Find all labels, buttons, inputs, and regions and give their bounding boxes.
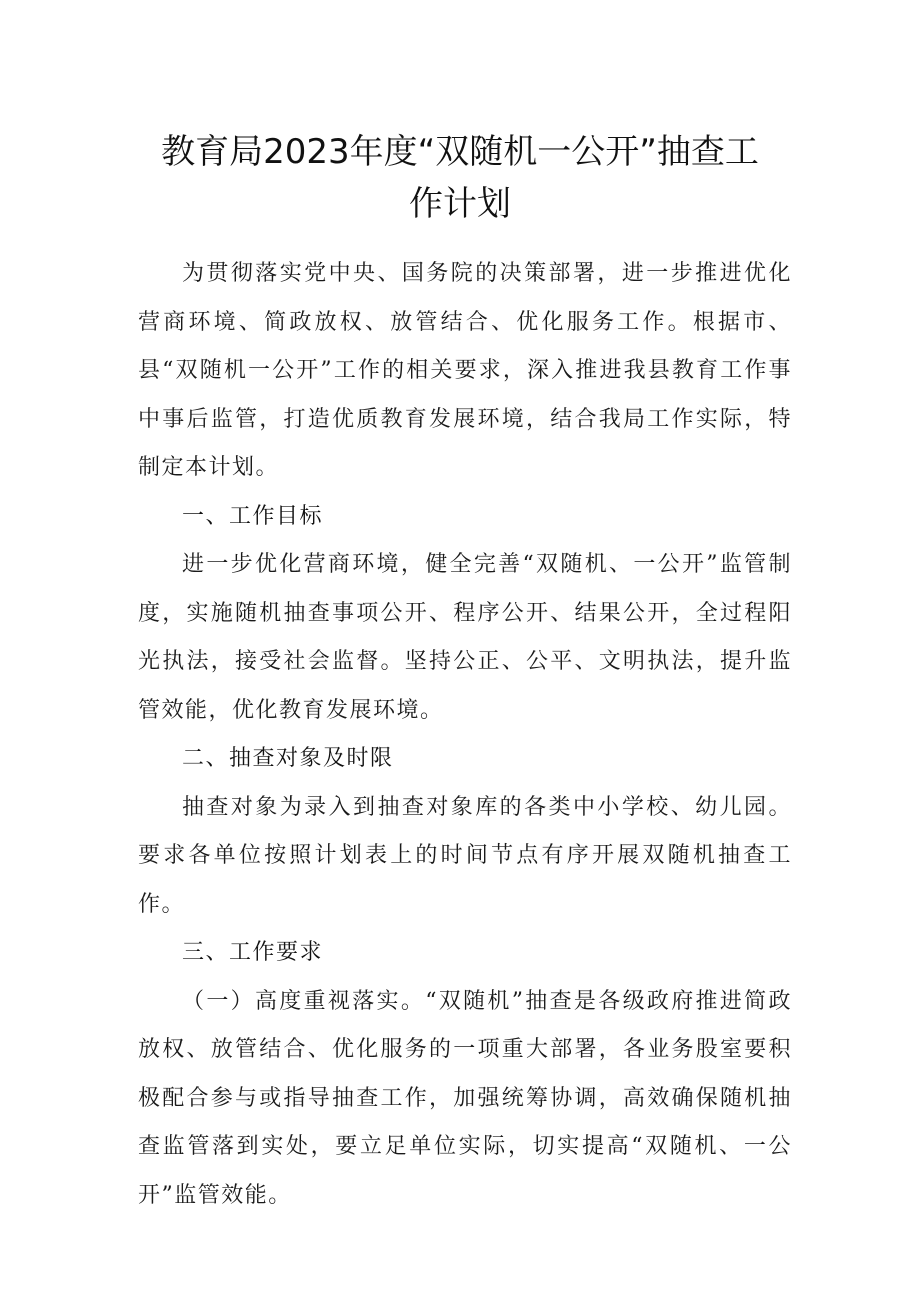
document-title-line-1: 教育局2023年度“双随机一公开”抽查工	[161, 132, 759, 172]
section-heading-requirements: 三、工作要求	[182, 940, 324, 965]
section-paragraph-requirements: （一）高度重视落实。“双随机”抽查是各级政府推进简政放权、放管结合、优化服务的一项重大部署，各业务股室要积极配合参与或指导抽查工作，加强统筹协调，高效确保随机抽查监管落到实处，要立足单位实际，切实提高“双随机、一公开”监管效能。	[138, 988, 792, 1208]
intro-paragraph: 为贯彻落实党中央、国务院的决策部署，进一步推进优化营商环境、简政放权、放管结合、优化服务工作。根据市、县“双随机一公开”工作的相关要求，深入推进我县教育工作事中事后监管，打造优质教育发展环境，结合我局工作实际，特制定本计划。	[138, 261, 792, 480]
section-heading-targets: 二、抽查对象及时限	[182, 746, 394, 771]
section-heading-goals: 一、工作目标	[182, 503, 324, 529]
section-paragraph-goals: 进一步优化营商环境，健全完善“双随机、一公开”监管制度，实施随机抽查事项公开、程序公开、结果公开，全过程阳光执法，接受社会监督。坚持公正、公平、文明执法，提升监管效能，优化教育发展环境。	[138, 552, 792, 723]
document-body	[138, 250, 792, 1220]
section-paragraph-targets: 抽查对象为录入到抽查对象库的各类中小学校、幼儿园。要求各单位按照计划表上的时间节点有序开展双随机抽查工作。	[138, 794, 792, 917]
document-title-line-2: 作计划	[409, 184, 511, 224]
